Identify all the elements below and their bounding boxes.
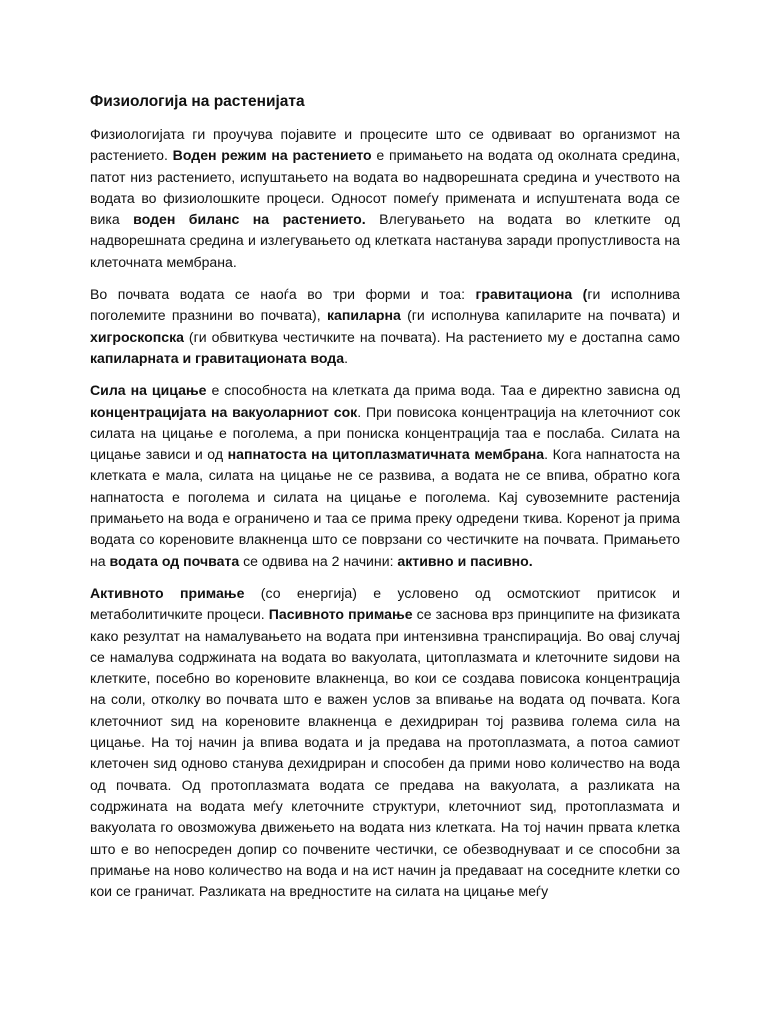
bold-term: Сила на цицање: [90, 382, 207, 399]
text-run: (ги обвиткува честичките на почвата). На растението му е достапна само: [183, 328, 680, 345]
text-run: е примањето на водата од околната средина, патот низ растението, испуштањето на водата во надворешната средина и учеството на водата во физиолошките процеси. Односот помеѓу примената и испуштената вода се вика: [90, 147, 680, 228]
text-run: се заснова врз принципите на физиката како резултат на намалувањето на водата при интензивна транспирација. Во овај случај се намалува содржината на водата во вакуолата, цитоплазмата и клеточните ѕидови на клетките, посебно во кореновите влакненца, во кои се создава повисока концентрација на соли, отколку во почвата што е важен услов за впивање на водата од почвата. Кога клеточниот ѕид на кореновите влакненца е дехидриран тој развива голема сила на цицање. На тој начин ја впива водата и ја предава на протоплазмата, а потоа самиот клеточен ѕид одново станува дехидриран и способен да прими ново количество на вода од почвата. Од протоплазмата водата се предава на вакуолата, а разликата на содржината на водата меѓу клеточните структури, клеточниот ѕид, протоплазмата и вакуолата го овозможува движењето на водата низ клетката. На тој начин првата клетка што е во непосреден допир со почвените честички, се обезводнуваат и се способни за примање на ново количество на вода и на ист начин ја предаваат на соседните клетки со кои се граничат. Разликата на вредностите на силата на цицање меѓу: [90, 606, 681, 900]
paragraph: [90, 583, 680, 902]
text-run: е способноста на клетката да прима вода. Таа е директно зависна од: [206, 382, 680, 399]
text-run: . При повисока концентрација на клеточниот сок силата на цицање е поголема, а при пониска концентрација таа е послаба. Силата на цицање зависи и од: [90, 403, 680, 463]
bold-term: концентрацијата на вакуоларниот сок: [90, 403, 358, 420]
bold-term: Воден режим на растението: [172, 147, 372, 164]
text-run: Влегувањето на водата во клетките од надворешната средина и излегувањето од клетката настанува заради пропустливоста на клеточната мембрана.: [90, 211, 681, 270]
text-run: (ги исполнува капиларите на почвата) и: [400, 307, 680, 324]
text-run: (со енергија) е условено од осмотскиот притисок и метаболитичките процеси.: [90, 584, 680, 623]
paragraph: [90, 284, 680, 369]
bold-term: капиларна: [326, 307, 401, 324]
text-run: . Кога напнатоста на клетката е мала, силата на цицање не се развива, а водата не се впива, обратно кога напнатоста е поголема и силата на цицање е поголема. Кај сувоземните растенија примањето на вода е ограничено и таа се прима преку одредени ткива. Коренот ја прима водата со кореновите влакненца што се поврзани со честичките на почвата. Примањето на: [90, 446, 680, 569]
bold-term: капиларната и гравитационата вода: [90, 349, 345, 366]
bold-term: хигроскопска: [90, 328, 184, 345]
bold-term: напнатоста на цитоплазматичната мембрана: [227, 446, 545, 463]
document-title: Физиологија на растенијата: [90, 93, 305, 110]
document-page: [90, 92, 680, 913]
text-run: се одвива на 2 начини:: [239, 552, 398, 569]
text-run: Физиологијата ги проучува појавите и процесите што се одвиваат во организмот на растението.: [90, 126, 680, 164]
paragraph: [90, 124, 680, 273]
text-run: .: [344, 349, 348, 366]
text-run: ги исполнива поголемите празнини во почвата),: [90, 286, 680, 324]
document-body: [90, 124, 680, 902]
bold-term: Пасивното примање: [268, 606, 413, 623]
bold-term: воден биланс на растението.: [133, 211, 366, 228]
bold-term: водата од почвата: [109, 552, 240, 569]
paragraph: [90, 380, 680, 572]
bold-term: Активното примање: [90, 584, 245, 601]
text-run: Во почвата водата се наоѓа во три форми и тоа:: [90, 286, 476, 303]
bold-term: гравитациона (: [475, 286, 588, 303]
bold-term: активно и пасивно.: [397, 552, 533, 569]
